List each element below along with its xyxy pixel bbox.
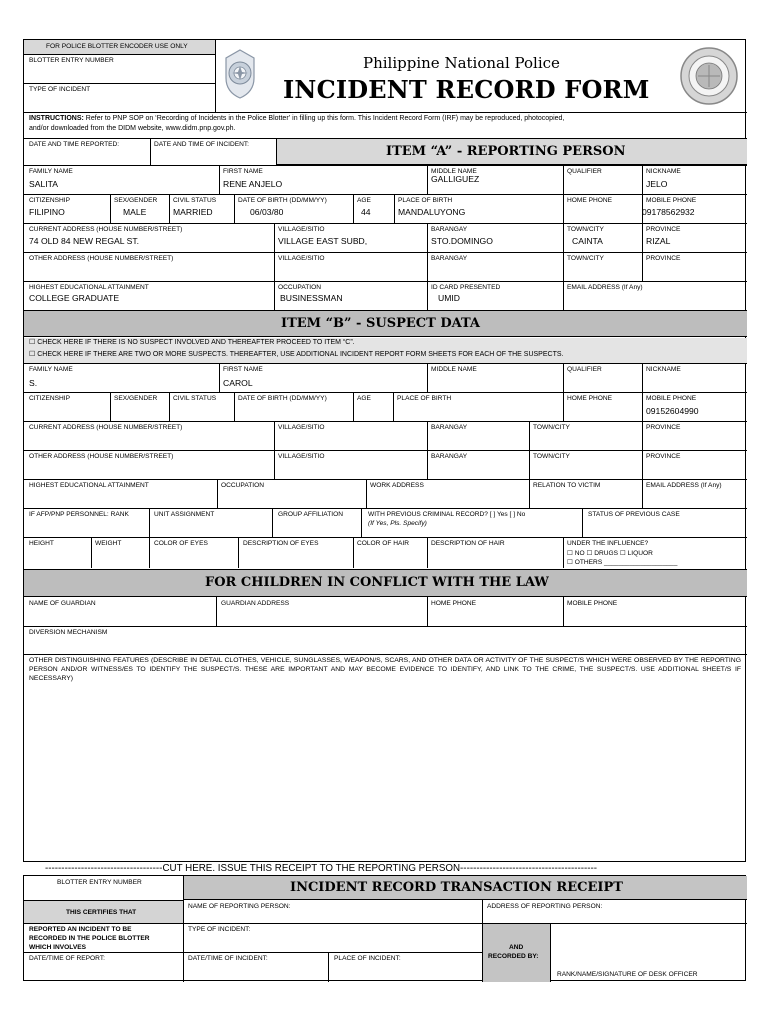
- b-other-town-label: TOWN/CITY: [533, 453, 570, 460]
- a-civil-label: CIVIL STATUS: [173, 197, 217, 204]
- no-suspect-checkbox[interactable]: ☐ CHECK HERE IF THERE IS NO SUSPECT INVOLVED AND THEREAFTER PROCEED TO ITEM “C”.: [29, 339, 355, 346]
- a-middle-value: GALLIGUEZ: [431, 174, 480, 184]
- recorded-by-label: RECORDED BY:: [488, 953, 539, 960]
- a-barangay-label: BARANGAY: [431, 226, 468, 233]
- b-status-case-label: STATUS OF PREVIOUS CASE: [588, 511, 680, 518]
- a-education-label: HIGHEST EDUCATIONAL ATTAINMENT: [29, 284, 149, 291]
- diversion-label: DIVERSION MECHANISM: [29, 629, 108, 636]
- a-qualifier-label: QUALIFIER: [567, 168, 602, 175]
- a-sex-label: SEX/GENDER: [114, 197, 158, 204]
- b-first-label: FIRST NAME: [223, 366, 263, 373]
- desk-officer-label: RANK/NAME/SIGNATURE OF DESK OFFICER: [557, 971, 698, 978]
- a-town-label: TOWN/CITY: [567, 226, 604, 233]
- a-pob-label: PLACE OF BIRTH: [398, 197, 453, 204]
- b-other-address-label: OTHER ADDRESS (HOUSE NUMBER/STREET): [29, 453, 174, 460]
- b-influence-options[interactable]: ☐ NO ☐ DRUGS ☐ LIQUOR: [567, 550, 653, 557]
- a-town-value: CAINTA: [572, 236, 603, 246]
- a-dob-label: DATE OF BIRTH (DD/MM/YY): [238, 197, 327, 204]
- a-citizenship-value: FILIPINO: [29, 207, 65, 217]
- b-age-label: AGE: [357, 395, 371, 402]
- b-province-label: PROVINCE: [646, 424, 681, 431]
- b-eye-desc-label: DESCRIPTION OF EYES: [243, 540, 319, 547]
- blotter-entry-label: BLOTTER ENTRY NUMBER: [29, 57, 114, 64]
- instructions-text-2: and/or downloaded from the DIDM website, www.didm.pnp.gov.ph.: [29, 125, 236, 132]
- a-other-province-label: PROVINCE: [646, 255, 681, 262]
- b-influence-label: UNDER THE INFLUENCE?: [567, 540, 649, 547]
- a-home-phone-label: HOME PHONE: [567, 197, 613, 204]
- b-unit-label: UNIT ASSIGNMENT: [154, 511, 215, 518]
- a-family-label: FAMILY NAME: [29, 168, 73, 175]
- a-province-label: PROVINCE: [646, 226, 681, 233]
- b-if-yes-label: (If Yes, Pls. Specify): [368, 520, 427, 527]
- a-email-label: EMAIL ADDRESS (If Any): [567, 284, 643, 291]
- b-qualifier-label: QUALIFIER: [567, 366, 602, 373]
- guardian-address-label: GUARDIAN ADDRESS: [221, 600, 290, 607]
- a-village-value: VILLAGE EAST SUBD,: [278, 236, 368, 246]
- reported-line-3: WHICH INVOLVES: [29, 944, 87, 951]
- b-civil-label: CIVIL STATUS: [173, 395, 217, 402]
- date-incident-label: DATE AND TIME OF INCIDENT:: [154, 141, 250, 148]
- a-mobile-label: MOBILE PHONE: [646, 197, 697, 204]
- b-family-value: S.: [29, 378, 38, 388]
- a-family-value: SALITA: [29, 179, 58, 189]
- receipt-place-label: PLACE OF INCIDENT:: [334, 955, 401, 962]
- a-age-label: AGE: [357, 197, 371, 204]
- b-mobile-label: MOBILE PHONE: [646, 395, 697, 402]
- children-title: FOR CHILDREN IN CONFLICT WITH THE LAW: [205, 575, 549, 590]
- encoder-only-label: FOR POLICE BLOTTER ENCODER USE ONLY: [46, 43, 188, 50]
- type-incident-label: TYPE OF INCIDENT: [29, 86, 91, 93]
- receipt-address-label: ADDRESS OF REPORTING PERSON:: [487, 903, 603, 910]
- a-village-label: VILLAGE/SITIO: [278, 226, 325, 233]
- receipt-title: INCIDENT RECORD TRANSACTION RECEIPT: [290, 880, 623, 895]
- transaction-receipt: [23, 875, 746, 981]
- b-other-village-label: VILLAGE/SITIO: [278, 453, 325, 460]
- a-sex-value: MALE: [123, 207, 147, 217]
- b-family-label: FAMILY NAME: [29, 366, 73, 373]
- receipt-dt-report-label: DATE/TIME OF REPORT:: [29, 955, 105, 962]
- didm-seal-icon: [679, 46, 739, 106]
- multiple-suspects-checkbox[interactable]: ☐ CHECK HERE IF THERE ARE TWO OR MORE SUSPECTS. THEREAFTER, USE ADDITIONAL INCIDENT REPORT FORM SHEETS FOR EACH OF THE SUSPECTS.: [29, 351, 564, 358]
- b-address-label: CURRENT ADDRESS (HOUSE NUMBER/STREET): [29, 424, 183, 431]
- a-dob-value: 06/03/80: [250, 207, 284, 217]
- b-first-value: CAROL: [223, 378, 253, 388]
- a-occupation-value: BUSINESSMAN: [280, 293, 343, 303]
- a-education-value: COLLEGE GRADUATE: [29, 293, 120, 303]
- a-first-label: FIRST NAME: [223, 168, 263, 175]
- b-home-phone-label: HOME PHONE: [567, 395, 613, 402]
- b-town-label: TOWN/CITY: [533, 424, 570, 431]
- b-height-label: HEIGHT: [29, 540, 54, 547]
- b-other-province-label: PROVINCE: [646, 453, 681, 460]
- b-email-label: EMAIL ADDRESS (If Any): [646, 482, 722, 489]
- b-others-option[interactable]: ☐ OTHERS ____________________: [567, 559, 678, 566]
- b-pob-label: PLACE OF BIRTH: [397, 395, 452, 402]
- a-occupation-label: OCCUPATION: [278, 284, 321, 291]
- cut-line: ------------------------------------CUT HERE. ISSUE THIS RECEIPT TO THE REPORTING PERSON------------------------------------------: [45, 863, 598, 874]
- pnp-badge-icon: [223, 48, 257, 100]
- reported-line-2: RECORDED IN THE POLICE BLOTTER: [29, 935, 150, 942]
- a-province-value: RIZAL: [646, 236, 671, 246]
- a-nickname-label: NICKNAME: [646, 168, 681, 175]
- item-b-title: ITEM “B” - SUSPECT DATA: [281, 316, 481, 331]
- b-barangay-label: BARANGAY: [431, 424, 468, 431]
- b-hair-color-label: COLOR OF HAIR: [357, 540, 410, 547]
- b-mobile-value: 09152604990: [646, 406, 699, 416]
- agency-name: Philippine National Police: [363, 54, 560, 72]
- a-nickname-value: JELO: [646, 179, 668, 189]
- b-sex-label: SEX/GENDER: [114, 395, 158, 402]
- instructions: [29, 115, 564, 124]
- item-a-title: ITEM “A” - REPORTING PERSON: [386, 144, 626, 159]
- a-first-value: RENE ANJELO: [223, 179, 283, 189]
- b-hair-desc-label: DESCRIPTION OF HAIR: [431, 540, 505, 547]
- b-group-label: GROUP AFFILIATION: [278, 511, 343, 518]
- b-weight-label: WEIGHT: [95, 540, 122, 547]
- certifies-label: THIS CERTIFIES THAT: [66, 909, 137, 916]
- a-other-address-label: OTHER ADDRESS (HOUSE NUMBER/STREET): [29, 255, 174, 262]
- a-civil-value: MARRIED: [173, 207, 213, 217]
- b-work-address-label: WORK ADDRESS: [370, 482, 424, 489]
- b-criminal-record-label[interactable]: WITH PREVIOUS CRIMINAL RECORD? [ ] Yes [ ] No: [368, 511, 526, 518]
- and-label: AND: [509, 944, 524, 951]
- receipt-name-label: NAME OF REPORTING PERSON:: [188, 903, 291, 910]
- a-barangay-value: STO.DOMINGO: [431, 236, 493, 246]
- b-dob-label: DATE OF BIRTH (DD/MM/YY): [238, 395, 327, 402]
- a-address-value: 74 OLD 84 NEW REGAL ST.: [29, 236, 140, 246]
- b-education-label: HIGHEST EDUCATIONAL ATTAINMENT: [29, 482, 149, 489]
- a-id-card-label: ID CARD PRESENTED: [431, 284, 501, 291]
- a-pob-value: MANDALUYONG: [398, 207, 466, 217]
- b-occupation-label: OCCUPATION: [221, 482, 264, 489]
- b-village-label: VILLAGE/SITIO: [278, 424, 325, 431]
- a-mobile-value: 09178562932: [642, 207, 695, 217]
- b-other-barangay-label: BARANGAY: [431, 453, 468, 460]
- reported-line-1: REPORTED AN INCIDENT TO BE: [29, 926, 132, 933]
- a-other-barangay-label: BARANGAY: [431, 255, 468, 262]
- a-citizenship-label: CITIZENSHIP: [29, 197, 71, 204]
- guardian-mobile-label: MOBILE PHONE: [567, 600, 618, 607]
- a-id-card-value: UMID: [438, 293, 460, 303]
- instructions-text-1: Refer to PNP SOP on ‘Recording of Incidents in the Police Blotter’ in filling up this form. This Incident Record Form (IRF) may be reproduced, photocopied,: [85, 115, 565, 122]
- a-middle-label: MIDDLE NAME: [431, 168, 477, 175]
- a-other-town-label: TOWN/CITY: [567, 255, 604, 262]
- guardian-home-phone-label: HOME PHONE: [431, 600, 477, 607]
- receipt-type-label: TYPE OF INCIDENT:: [188, 926, 251, 933]
- b-middle-label: MIDDLE NAME: [431, 366, 477, 373]
- date-reported-label: DATE AND TIME REPORTED:: [29, 141, 120, 148]
- a-other-village-label: VILLAGE/SITIO: [278, 255, 325, 262]
- b-citizenship-label: CITIZENSHIP: [29, 395, 71, 402]
- distinguishing-features-text: OTHER DISTINGUISHING FEATURES (DESCRIBE IN DETAIL CLOTHES, VEHICLE, SUNGLASSES, WEAPON/S, SCARS, AND OTHER DATA OR ACTIVITY OF THE SUSPECT/S WHICH WERE OBSERVED BY THE REPORTING PERSON AND/OR WITNESS/ES TO IDENTIFY THE SUSPECT/S. THESE ARE IMPORTANT AND MAY BECOME EVIDENCE TO IDENTIFY, AND LINK TO THE CRIME, THE SUSPECT/S. USE ADDITIONAL SHEET/S IF NECESSARY): [29, 657, 741, 682]
- a-address-label: CURRENT ADDRESS (HOUSE NUMBER/STREET): [29, 226, 183, 233]
- b-relation-label: RELATION TO VICTIM: [533, 482, 601, 489]
- receipt-dt-incident-label: DATE/TIME OF INCIDENT:: [188, 955, 268, 962]
- incident-record-form: [23, 39, 746, 862]
- b-eye-color-label: COLOR OF EYES: [154, 540, 208, 547]
- receipt-blotter-label: BLOTTER ENTRY NUMBER: [57, 879, 142, 886]
- a-age-value: 44: [361, 207, 371, 217]
- form-title: INCIDENT RECORD FORM: [283, 75, 650, 104]
- b-afp-rank-label: IF AFP/PNP PERSONNEL: RANK: [29, 511, 129, 518]
- instructions-label: INSTRUCTIONS:: [29, 115, 84, 122]
- b-nickname-label: NICKNAME: [646, 366, 681, 373]
- guardian-label: NAME OF GUARDIAN: [29, 600, 96, 607]
